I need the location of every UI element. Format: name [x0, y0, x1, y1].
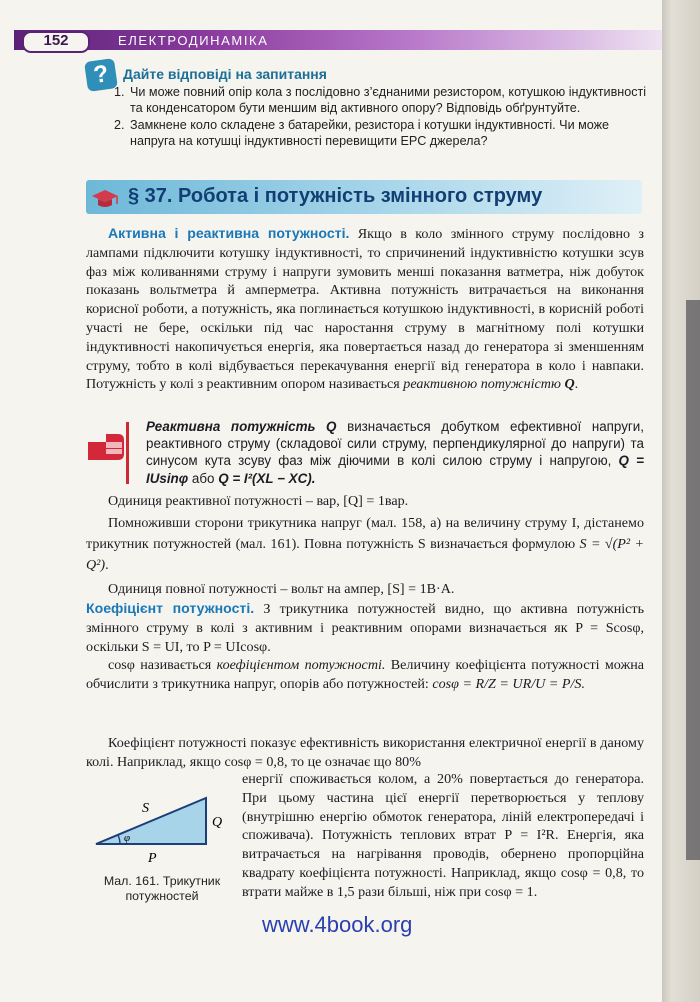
graduation-cap-icon: [90, 186, 120, 210]
header-band: [14, 30, 662, 50]
next-page-shadow: [686, 300, 700, 860]
formula-var: [Q] = 1вар: [343, 493, 405, 509]
question-number: 1.: [114, 85, 125, 99]
paragraph-full-power: Помноживши сторони трикутника напруг (мал. 158, а) на величину струму I, дістанемо трикутник потужностей (мал. 161). Повна потужність S визначається формулою S = √(P² + Q²).: [86, 515, 644, 573]
paragraph-active-reactive: Активна і реактивна потужності. Якщо в коло змінного струму послідовно з лампами підключити котушку індуктивності, то спричинений індуктивністю котушки зсув фаз між коливаннями струму і напруги зумовить менші показання ватметра, ніж добуток показань вольтметра й амперметра. Активна потужність витрачається на виконання корисної роботи, а потужність, яка поглинається котушкою індуктивності, в корисній роботі участі не бере, оскільки під час наростання струму в магнітному полі котушки індуктивності накопичується енергія, яка повертається назад до генератора зі зменшенням струму, тобто в колі відбувається перекачування енергії від генератора в коло і навпаки. Потужність у колі з реактивним опором називається реактивною потужністю Q.: [86, 225, 645, 393]
question-icon: ?: [84, 58, 118, 92]
term-reactive-power: реактивною потужністю: [403, 376, 561, 393]
paragraph-losses: енергії споживається колом, а 20% повертається до генератора. При цьому частина цієї енергії перетворюється у теплову (внутрішню енергію обмоток генератора, ліній електропередачі і споживача). Потужність теплових втрат P = I²R. Енергія, яка витрачається на нагрівання проводів, обернено пропорційна квадрату коефіцієнта потужності. Наприклад, якщо cosφ = 0,8, то втрати майже в 1,5 рази більші, ніж при cosφ = 1.: [242, 771, 644, 900]
question-text: Замкнене коло складене з батарейки, резистора і котушки індуктивності. Чи може напруга на котушці індуктивності перевищити ЕРС джерела?: [130, 118, 610, 148]
paragraph-va-unit: Одиниця повної потужності – вольт на ампер, [S] = 1В·А.: [108, 581, 455, 597]
formula-cos-phi: cosφ = R/Z = UR/U = P/S.: [432, 675, 585, 692]
question-item: [114, 117, 654, 149]
label-s: S: [142, 801, 149, 816]
figure-caption: Мал. 161. Трикутник потужностей: [103, 874, 221, 903]
heading-power-factor: Коефіцієнт потужності.: [86, 600, 255, 616]
formula-full-power: S = √(P² + Q²): [86, 536, 644, 573]
section-title: § 37. Робота і потужність змінного струму: [128, 185, 543, 207]
power-triangle-diagram: [86, 788, 236, 868]
watermark-link[interactable]: www.4book.org: [262, 912, 413, 937]
heading-active-reactive: Активна і реактивна потужності.: [108, 225, 350, 241]
label-p: P: [148, 851, 157, 866]
paragraph-power-factor: Коефіцієнт потужності. З трикутника потужностей видно, що активна потужність змінного струму в колі з активним і реактивним опорами визначається як P = Scosφ, оскільки S = UI, то P = UIcosφ.: [86, 600, 644, 655]
questions-title: Дайте відповіді на запитання: [123, 66, 327, 82]
label-phi: φ: [124, 832, 131, 844]
definition-term: Реактивна потужність: [146, 419, 316, 434]
question-item: [114, 84, 654, 116]
label-q: Q: [212, 815, 223, 830]
term-power-factor: коефіцієнтом потужності.: [216, 657, 386, 673]
formula-va: [S] = 1В·А: [387, 581, 451, 597]
page-number: 152: [22, 31, 90, 53]
questions-list: [114, 84, 654, 150]
paragraph-efficiency: Коефіцієнт потужності показує ефективність використання електричної енергії в даному колі. Наприклад, якщо cosφ = 0,8, то це означає що 80%: [86, 735, 644, 770]
header-title: ЕЛЕКТРОДИНАМІКА: [118, 33, 269, 48]
power-triangle: [96, 798, 206, 844]
question-number: 2.: [114, 118, 125, 132]
definition-bar: [126, 422, 129, 484]
definition-reactive-power: Реактивна потужність Q визначається добутком ефективної напруги, реактивного струму (складової сили струму, перпендикулярної до напруги) та синусом кута зсуву фаз між діючими в колі силою струму і напругою, Q = IUsinφ або Q = I²(XL − XC).: [146, 419, 644, 486]
paragraph-var-unit: Одиниця реактивної потужності – вар, [Q] = 1вар.: [108, 493, 409, 509]
question-text: Чи може повний опір кола з послідовно з’єднаними резистором, котушкою індуктивності та конденсатором бути меншим від активного опору? Відповідь обґрунтуйте.: [130, 85, 647, 115]
definition-hand-icon: [84, 418, 140, 478]
paragraph-cos-phi: cosφ називається коефіцієнтом потужності. Величину коефіцієнта потужності можна обчислити з трикутника напруг, опорів або потужностей: cosφ = R/Z = UR/U = P/S.: [86, 657, 644, 692]
